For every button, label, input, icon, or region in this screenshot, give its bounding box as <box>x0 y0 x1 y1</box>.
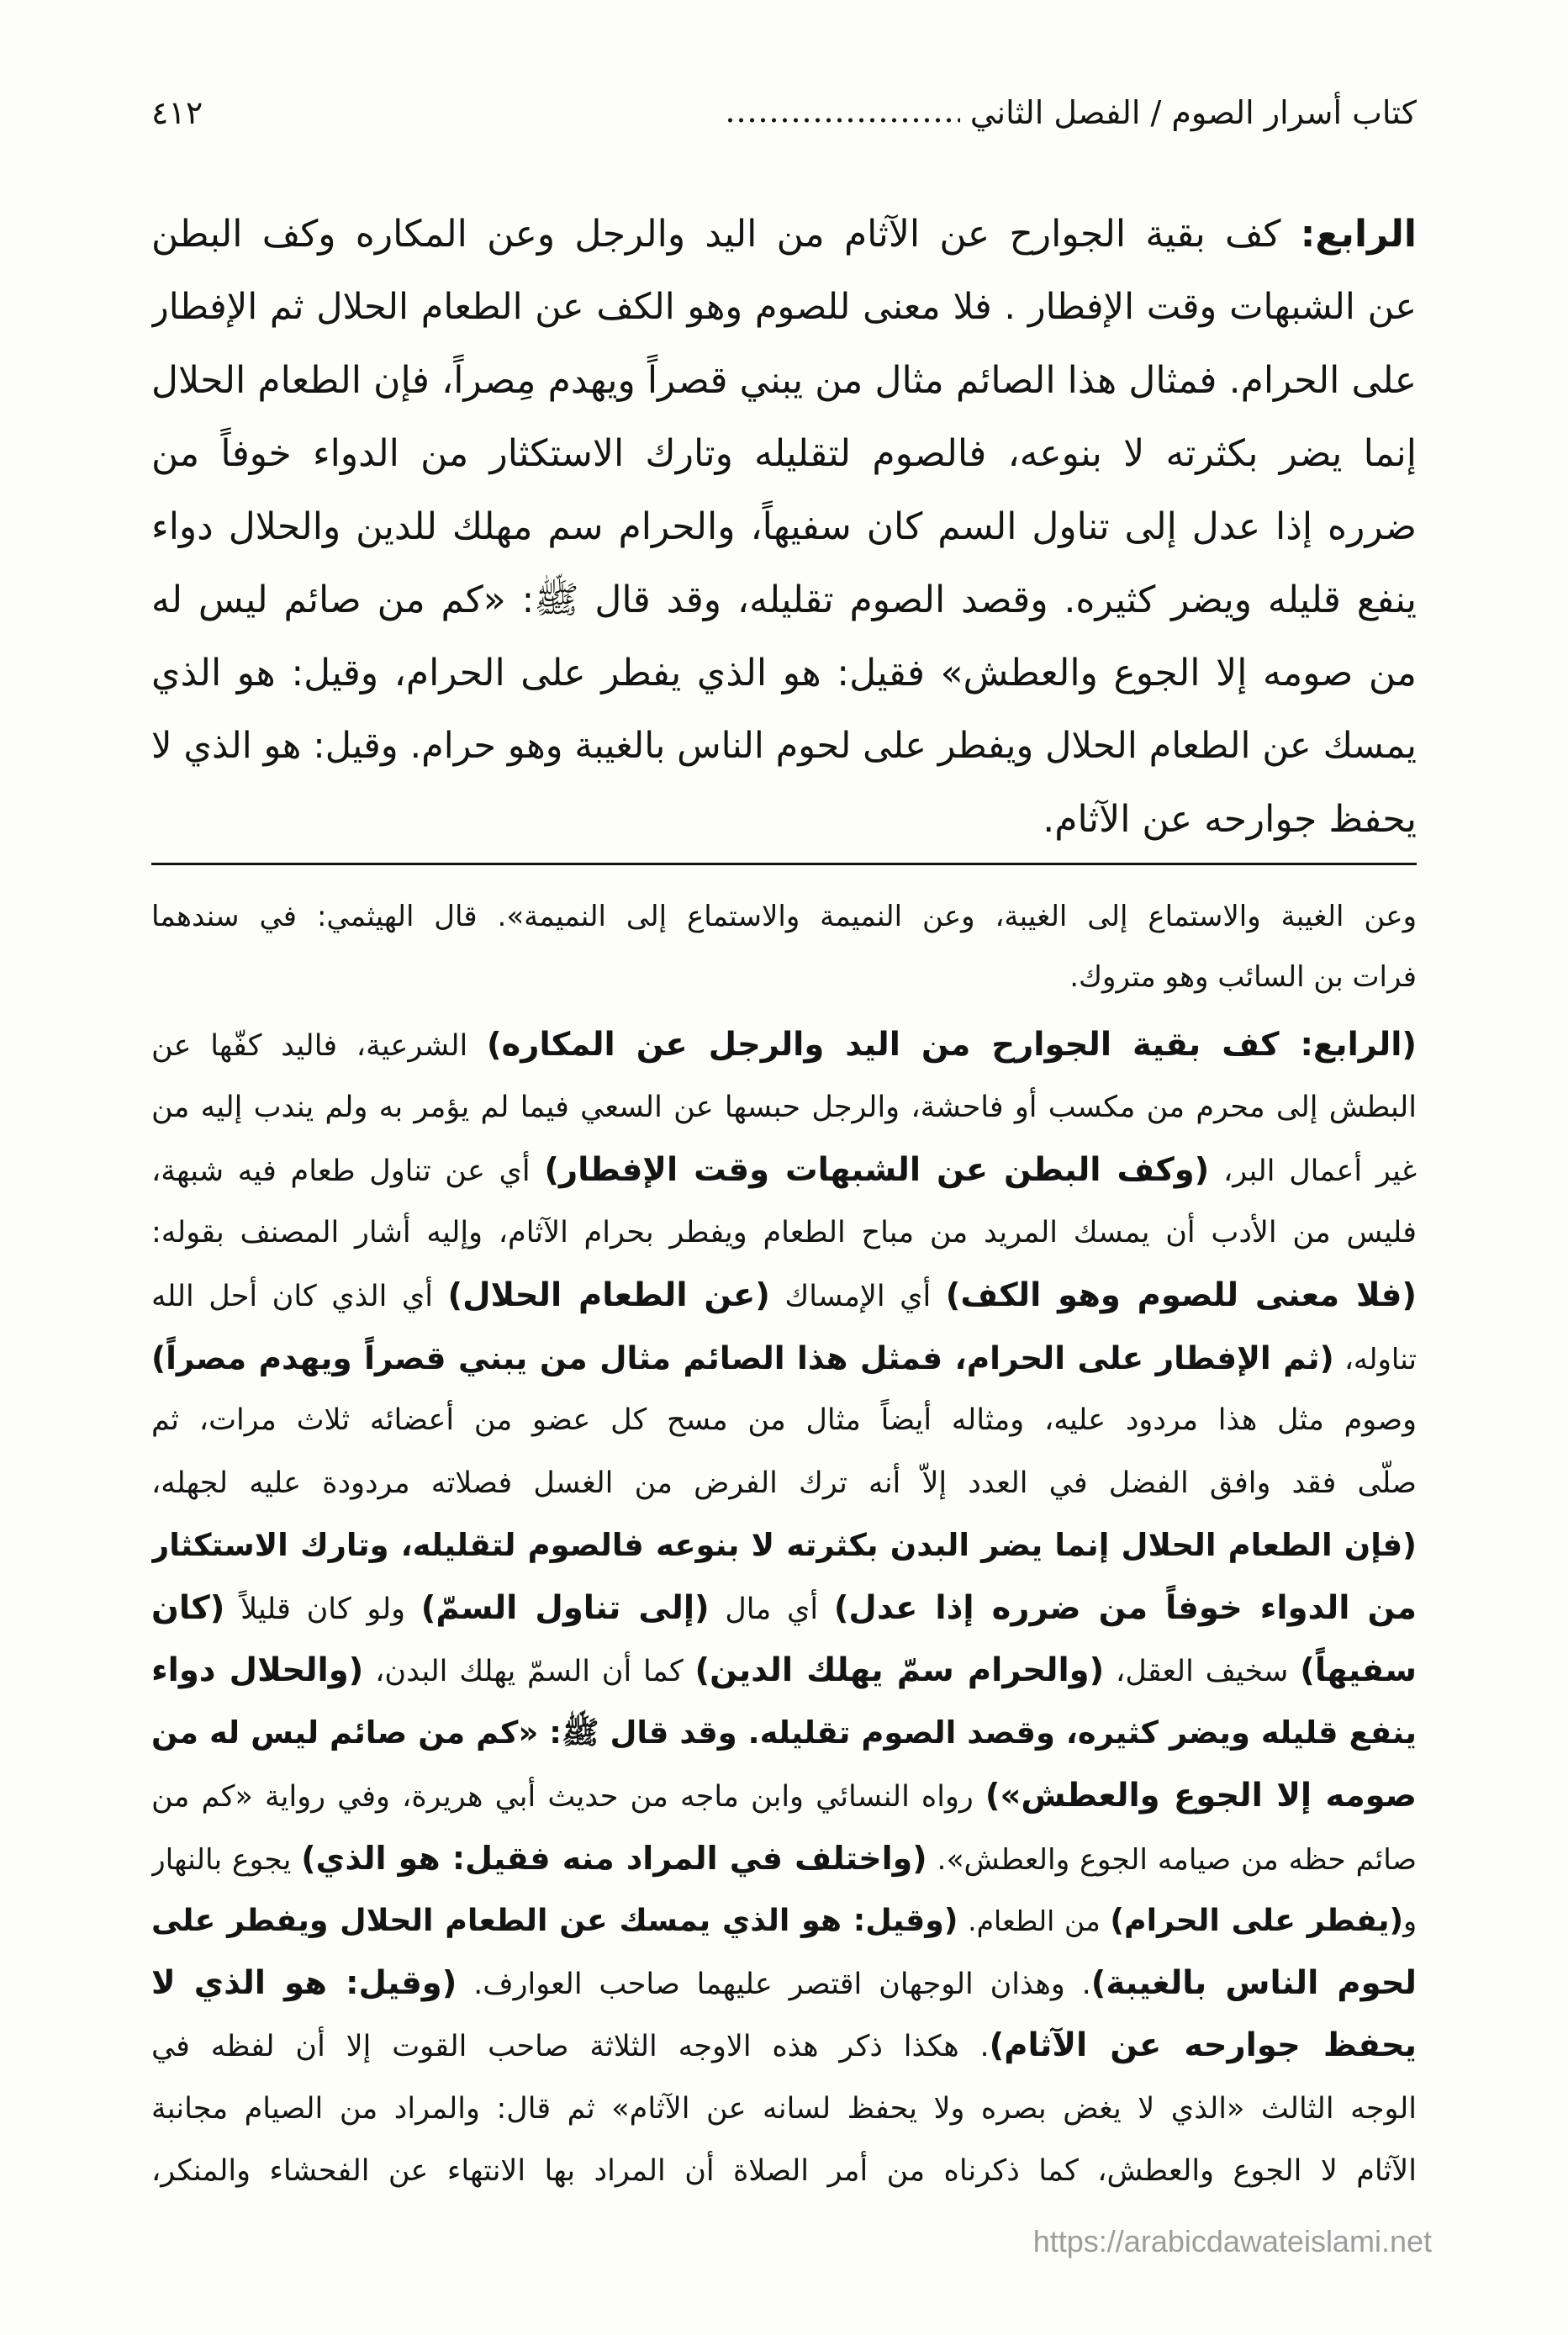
page-number: ٤١٢ <box>151 94 203 131</box>
emphasized-text: من الدواء خوفاً من ضرره إذا عدل) <box>833 1588 1417 1627</box>
text-run: من الطعام. <box>958 1904 1111 1938</box>
emphasized-text: (والحرام سمّ يهلك الدين) <box>694 1651 1105 1689</box>
main-text-line <box>151 637 1417 710</box>
emphasized-text: (والحلال دواء <box>151 1651 364 1689</box>
emphasized-text: صومه إلا الجوع والعطش») <box>985 1776 1417 1815</box>
commentary-line <box>151 1889 1417 1952</box>
commentary-line <box>151 2078 1417 2140</box>
text-run: فرات بن السائب وهو متروك. <box>1069 960 1417 994</box>
footnote <box>151 886 1417 1007</box>
commentary-line <box>151 1452 1417 1514</box>
main-text-line <box>151 198 1417 271</box>
emphasized-text: (فإن الطعام الحلال إنما يضر البدن بكثرته لا بنوعه فالصوم لتقليله، وتارك الاستكثار <box>151 1527 1417 1564</box>
text-run: وعن الغيبة والاستماع إلى الغيبة، وعن النميمة والاستماع إلى النميمة». قال الهيثمي: في سندهما <box>151 900 1417 933</box>
main-text-line <box>151 783 1417 856</box>
commentary-line <box>151 1202 1417 1264</box>
emphasized-text: (الرابع: كف بقية الجوارح من اليد والرجل عن المكاره) <box>486 1026 1417 1064</box>
emphasized-text: ينفع قليله ويضر كثيره، وقصد الصوم تقليله. وقد قال ﷺ: «كم من صائم ليس له من <box>151 1714 1417 1751</box>
main-text-line <box>151 271 1417 344</box>
text-run: إنما يضر بكثرته لا بنوعه، فالصوم لتقليله وتارك الاستكثار من الدواء خوفاً من <box>151 432 1417 475</box>
commentary-line <box>151 1327 1417 1389</box>
commentary-line <box>151 1640 1417 1702</box>
emphasized-text: يحفظ جوارحه عن الآثام) <box>989 2026 1417 2065</box>
commentary-line <box>151 1139 1417 1202</box>
text-run: أي عن تناول طعام فيه شبهة، <box>151 1154 545 1188</box>
commentary-line <box>151 2015 1417 2077</box>
text-run: البطش إلى محرم من مكسب أو فاحشة، والرجل حبسها عن السعي فيما لم يؤمر به ولم يندب إليه من <box>151 1091 1417 1125</box>
text-run: و <box>1403 1904 1417 1938</box>
emphasized-text: الرابع: <box>1300 213 1417 256</box>
commentary-line <box>151 2140 1417 2202</box>
text-run: سخيف العقل، <box>1104 1654 1301 1688</box>
watermark-url: https://arabicdawateislami.net <box>1032 2224 1432 2258</box>
commentary <box>151 1014 1417 2202</box>
footnote-separator <box>151 863 1417 865</box>
commentary-line <box>151 1577 1417 1640</box>
emphasized-text: (واختلف في المراد منه فقيل: هو الذي) <box>301 1840 927 1878</box>
text-run: ولو كان قليلاً <box>224 1592 421 1626</box>
text-run: . هكذا ذكر هذه الاوجه الثلاثة صاحب القوت إلا أن لفظه في <box>151 2030 990 2064</box>
main-text-line <box>151 417 1417 490</box>
commentary-line <box>151 1827 1417 1889</box>
text-run: غير أعمال البر، <box>1209 1154 1417 1188</box>
text-run: وصوم مثل هذا مردود عليه، ومثاله أيضاً مثال من مسح كل عضو من أعضائه ثلاث مرات، ثم <box>151 1403 1417 1438</box>
text-run: أي الإمساك <box>769 1279 946 1313</box>
emphasized-text: لحوم الناس بالغيبة) <box>1090 1963 1417 2002</box>
dotted-leader <box>725 117 960 124</box>
emphasized-text: سفيهاً) <box>1300 1651 1417 1689</box>
text-run: كف بقية الجوارح عن الآثام من اليد والرجل وعن المكاره وكف البطن <box>151 213 1301 256</box>
text-run: يجوع بالنهار <box>151 1843 302 1878</box>
text-run: الوجه الثالث «الذي لا يغض بصره ولا يحفظ لسانه عن الآثام» ثم قال: والمراد من الصيام مجانبة <box>151 2091 1417 2126</box>
footnote-line <box>151 886 1417 947</box>
text-run: الآثام لا الجوع والعطش، كما ذكرناه من أمر الصلاة أن المراد بها الانتهاء عن الفحشاء والمنكر، <box>151 2154 1417 2189</box>
main-text-line <box>151 344 1417 417</box>
emphasized-text: (يفطر على الحرام) <box>1110 1902 1404 1939</box>
commentary-line <box>151 1702 1417 1764</box>
commentary-line <box>151 1389 1417 1451</box>
emphasized-text: (فلا معنى للصوم وهو الكف) <box>945 1276 1417 1314</box>
main-text <box>151 198 1417 856</box>
running-header <box>151 87 1417 138</box>
commentary-line <box>151 1265 1417 1327</box>
text-run: يمسك عن الطعام الحلال ويفطر على لحوم الناس بالغيبة وهو حرام. وقيل: هو الذي لا <box>151 725 1417 767</box>
text-run: صائم حظه من صيامه الجوع والعطش». <box>927 1843 1417 1878</box>
emphasized-text: (عن الطعام الحلال) <box>447 1276 770 1314</box>
text-run: . وهذان الوجهان اقتصر عليهما صاحب العوارف. <box>457 1967 1091 2001</box>
text-run: فليس من الأدب أن يمسك المريد من مباح الطعام ويفطر بحرام الآثام، وإليه أشار المصنف بقوله: <box>151 1216 1417 1250</box>
text-run: أي الذي كان أحل الله <box>151 1279 448 1313</box>
main-text-line <box>151 490 1417 563</box>
commentary-line <box>151 1952 1417 2015</box>
emphasized-text: (ثم الإفطار على الحرام، فمثل هذا الصائم مثال من يبني قصراً ويهدم مصراً) <box>151 1339 1334 1376</box>
text-run: رواه النسائي وابن ماجه من حديث أبي هريرة، وفي رواية «كم من <box>151 1779 985 1814</box>
emphasized-text: (وقيل: هو الذي يمسك عن الطعام الحلال ويفطر على <box>151 1902 958 1939</box>
commentary-line <box>151 1765 1417 1827</box>
text-run: ينفع قليله ويضر كثيره. وقصد الصوم تقليله، وقد قال ﷺ: «كم من صائم ليس له <box>151 578 1417 621</box>
commentary-line <box>151 1076 1417 1138</box>
text-run: ضرره إذا عدل إلى تناول السم كان سفيهاً، والحرام سم مهلك للدين والحلال دواء <box>151 505 1417 548</box>
emphasized-text: (كان <box>151 1588 225 1627</box>
text-run: كما أن السمّ يهلك البدن، <box>363 1654 695 1688</box>
text-run: أي مال <box>709 1592 834 1626</box>
emphasized-text: (وقيل: هو الذي لا <box>151 1963 457 2002</box>
text-run: يحفظ جوارحه عن الآثام. <box>1043 798 1417 841</box>
commentary-line <box>151 1514 1417 1577</box>
text-run: تناوله، <box>1333 1342 1417 1376</box>
emphasized-text: (إلى تناول السمّ) <box>420 1588 710 1627</box>
emphasized-text: (وكف البطن عن الشبهات وقت الإفطار) <box>544 1150 1210 1189</box>
main-text-line <box>151 710 1417 783</box>
text-run: عن الشبهات وقت الإفطار . فلا معنى للصوم وهو الكف عن الطعام الحلال ثم الإفطار <box>151 286 1417 328</box>
commentary-line <box>151 1014 1417 1076</box>
text-run: صلّى فقد وافق الفضل في العدد إلاّ أنه ترك الفرض من الغسل فصلاته مردودة عليه لجهله، <box>151 1466 1417 1500</box>
text-run: على الحرام. فمثال هذا الصائم مثال من يبني قصراً ويهدم مِصراً، فإن الطعام الحلال <box>151 359 1417 402</box>
main-text-line <box>151 563 1417 637</box>
running-title: كتاب أسرار الصوم / الفصل الثاني <box>969 94 1417 131</box>
footnote-line <box>151 947 1417 1007</box>
text-run: من صومه إلا الجوع والعطش» فقيل: هو الذي يفطر على الحرام، وقيل: هو الذي <box>151 652 1417 695</box>
text-run: الشرعية، فاليد كفّها عن <box>151 1029 487 1063</box>
